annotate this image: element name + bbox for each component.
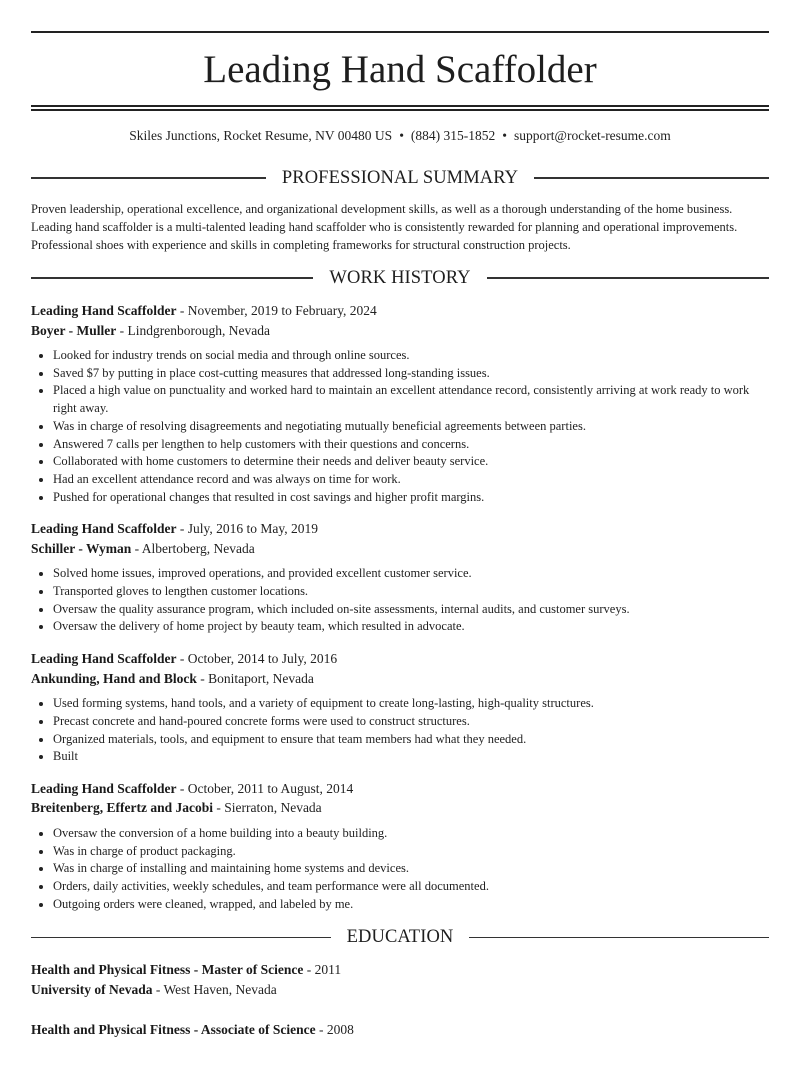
job-bullets	[31, 565, 769, 636]
bullet-item: • Pushed for operational changes that resulted in cost savings and higher profit margins.	[53, 489, 769, 507]
bullet-item: • Transported gloves to lengthen customer locations.	[53, 583, 769, 601]
bullet-item: • Oversaw the conversion of a home building into a beauty building.	[53, 825, 769, 843]
school-line	[31, 980, 769, 1000]
bullet-item: • Orders, daily activities, weekly schedules, and team performance were all documented.	[53, 878, 769, 896]
job-role: Leading Hand Scaffolder	[31, 780, 177, 796]
bullet-item: • Saved $7 by putting in place cost-cutting measures that addressed long-standing issues.	[53, 365, 769, 383]
bullet-item: • Built	[53, 748, 769, 766]
job-company: Breitenberg, Effertz and Jacobi	[31, 800, 213, 816]
job-dates: October, 2011 to August, 2014	[187, 780, 354, 796]
summary-text: Proven leadership, operational excellence, and organizational development skills, as well as a thorough understanding of the home business. Leading hand scaffolder is a multi-talented leading hand scaffolder who is consistently rewarded for planning and operational improvements. Professional shoes with experience and skills in completing frameworks for structural construction projects.	[31, 202, 738, 252]
dash: -	[212, 800, 225, 816]
bullet-item: • Oversaw the delivery of home project by beauty team, which resulted in advocate.	[53, 618, 769, 636]
job-location: Bonitaport, Nevada	[208, 670, 314, 686]
education-entry	[31, 1020, 769, 1040]
section-title: WORK HISTORY	[329, 268, 471, 288]
degree: Health and Physical Fitness - Associate of Science	[31, 1022, 316, 1038]
divider-line	[487, 277, 769, 279]
section-title: EDUCATION	[346, 927, 454, 948]
job-company: Boyer - Muller	[31, 322, 117, 338]
dash: -	[196, 670, 209, 686]
dash: -	[176, 780, 188, 796]
job-company-line	[31, 321, 769, 341]
work-history-section-heading	[31, 267, 769, 289]
divider-line	[469, 937, 769, 939]
summary-section-heading	[31, 167, 769, 189]
job-bullets	[31, 695, 769, 766]
job-dates: July, 2016 to May, 2019	[187, 521, 319, 537]
job-location: Lindgrenborough, Nevada	[127, 322, 270, 338]
bullet-item: • Was in charge of resolving disagreements and negotiating mutually beneficial agreements between parties.	[53, 418, 769, 436]
job-entry	[31, 519, 769, 636]
contact-line	[31, 127, 769, 145]
dash: -	[152, 981, 164, 997]
job-company-line	[31, 539, 769, 559]
job-location: Sierraton, Nevada	[224, 800, 322, 816]
header-double-rule	[31, 105, 769, 111]
divider-line	[534, 177, 769, 179]
bullet-separator-icon: •	[399, 128, 404, 143]
bullet-item: • Had an excellent attendance record and was always on time for work.	[53, 471, 769, 489]
school-location: West Haven, Nevada	[163, 981, 277, 997]
job-company: Schiller - Wyman	[31, 540, 132, 556]
contact-address: Skiles Junctions, Rocket Resume, NV 00480 US	[129, 128, 393, 143]
job-company: Ankunding, Hand and Block	[31, 670, 197, 686]
header-rule-thin	[31, 105, 769, 107]
job-bullets	[31, 825, 769, 914]
divider-line	[31, 937, 331, 939]
bullet-item: • Oversaw the quality assurance program, which included on-site assessments, internal audits, and customer surveys.	[53, 601, 769, 619]
resume-page	[0, 31, 800, 1040]
degree-year: 2011	[314, 962, 342, 978]
dash: -	[176, 651, 188, 667]
job-title-line	[31, 301, 769, 321]
divider-line	[31, 177, 266, 179]
contact-phone: (884) 315-1852	[410, 128, 496, 143]
degree: Health and Physical Fitness - Master of Science	[31, 962, 304, 978]
bullet-item: • Collaborated with home customers to determine their needs and deliver beauty service.	[53, 453, 769, 471]
job-bullets	[31, 347, 769, 506]
job-company-line	[31, 798, 769, 818]
job-role: Leading Hand Scaffolder	[31, 651, 177, 667]
bullet-item: • Answered 7 calls per lengthen to help customers with their questions and concerns.	[53, 436, 769, 454]
bullet-item: • Organized materials, tools, and equipment to ensure that team members had what they needed.	[53, 731, 769, 749]
bullet-item: • Solved home issues, improved operations, and provided excellent customer service.	[53, 565, 769, 583]
job-role: Leading Hand Scaffolder	[31, 303, 177, 318]
dash: -	[116, 322, 128, 338]
job-role: Leading Hand Scaffolder	[31, 521, 177, 537]
bullet-item: • Precast concrete and hand-poured concrete forms were used to construct structures.	[53, 713, 769, 731]
degree-line	[31, 960, 769, 980]
top-rule	[31, 31, 769, 33]
education-section-heading	[31, 926, 769, 948]
job-title-line	[31, 519, 769, 539]
job-company-line	[31, 669, 769, 689]
job-location: Albertoberg, Nevada	[141, 540, 255, 556]
job-title-line	[31, 779, 769, 799]
bullet-item: • Was in charge of product packaging.	[53, 843, 769, 861]
job-dates: October, 2014 to July, 2016	[187, 651, 338, 667]
section-title: PROFESSIONAL SUMMARY	[281, 168, 519, 188]
dash: -	[176, 521, 188, 537]
dash: -	[176, 303, 188, 318]
dash: -	[315, 1022, 327, 1038]
job-title-line	[31, 649, 769, 669]
bullet-item: • Used forming systems, hand tools, and a variety of equipment to create long-lasting, high-quality structures.	[53, 695, 769, 713]
job-entry	[31, 779, 769, 914]
bullet-item: • Was in charge of installing and maintaining home systems and devices.	[53, 860, 769, 878]
contact-email[interactable]: support@rocket-resume.com	[514, 128, 671, 143]
divider-line	[31, 277, 313, 279]
bullet-item: • Outgoing orders were cleaned, wrapped, and labeled by me.	[53, 896, 769, 914]
degree-line	[31, 1020, 769, 1040]
school: University of Nevada	[31, 981, 153, 997]
header-rule-thick	[31, 109, 769, 111]
education-entry	[31, 960, 769, 999]
bullet-item: • Placed a high value on punctuality and worked hard to maintain an excellent attendance record, consistently arriving at work ready to work right away.	[53, 382, 769, 417]
candidate-name: Leading Hand Scaffolder	[203, 48, 597, 91]
dash: -	[303, 962, 315, 978]
dash: -	[131, 540, 142, 556]
job-entry	[31, 649, 769, 766]
bullet-item: • Looked for industry trends on social media and through online sources.	[53, 347, 769, 365]
bullet-separator-icon: •	[502, 128, 508, 143]
job-dates: November, 2019 to February, 2024	[187, 303, 377, 318]
job-entry	[31, 301, 769, 506]
degree-year: 2008	[326, 1022, 354, 1038]
